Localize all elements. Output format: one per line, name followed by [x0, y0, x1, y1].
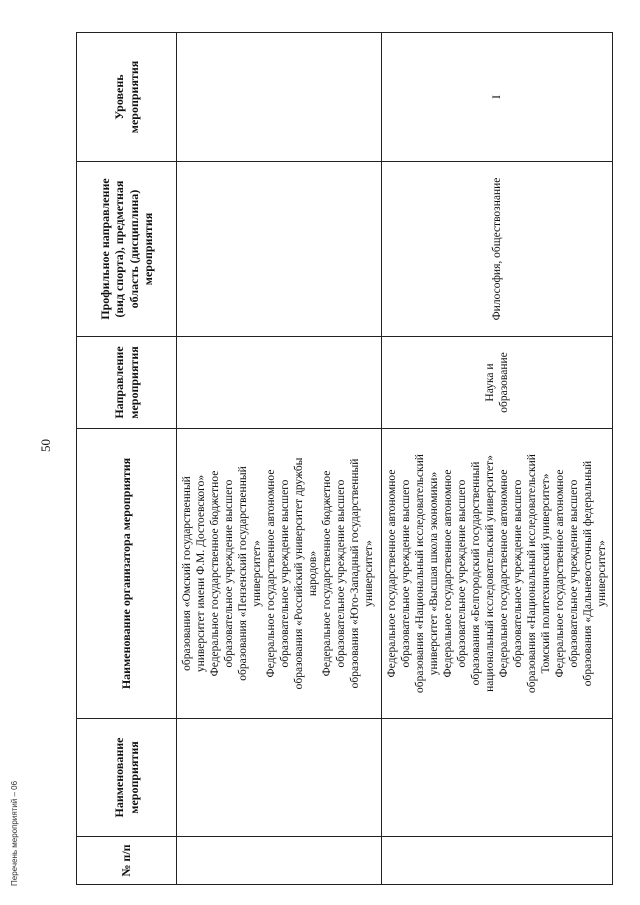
organizer-line: Томский политехнический университет» — [540, 473, 553, 674]
table-row — [177, 33, 382, 885]
organizer-line: образования «Белгородский государственный — [470, 461, 483, 686]
organizer-line: Федеральное государственное бюджетное — [209, 470, 222, 677]
cell-organizer — [177, 429, 382, 719]
organizer-line: Федеральное государственное автономное — [554, 469, 567, 678]
organizer-line: образовательное учреждение высшего — [512, 479, 525, 668]
cell-direction — [177, 337, 382, 429]
organizer-line: университет имени Ф.М. Достоевского» — [195, 474, 208, 673]
header-row — [77, 33, 177, 885]
footer-note: Перечень мероприятий – 06 — [10, 780, 19, 886]
header-num: № п/п — [77, 837, 177, 885]
header-profile: Профильное направление (вид спорта), предметная область (дисциплина) мероприятия — [77, 162, 177, 337]
organizer-line: образовательное учреждение высшего — [568, 479, 581, 668]
organizer-line: образования «Омский государственный — [181, 476, 193, 671]
organizer-line: образования «Пензенский государственный — [237, 466, 250, 681]
page-number: 50 — [38, 439, 53, 452]
organizer-line: образовательное учреждение высшего — [223, 479, 236, 668]
rotated-table-stage — [76, 33, 609, 885]
organizer-line: образования «Национальный исследовательский — [414, 454, 427, 693]
organizer-line: образовательное учреждение высшего — [400, 479, 413, 668]
cell-name — [382, 719, 613, 837]
cell-name — [177, 719, 382, 837]
organizer-line: Федеральное государственное автономное — [265, 469, 278, 678]
header-name: Наименование мероприятия — [77, 719, 177, 837]
cell-direction: Наука и образование — [382, 337, 613, 429]
table-row — [382, 33, 613, 885]
organizer-line: образовательное учреждение высшего — [456, 479, 469, 668]
organizer-line: образования «Российский университет дружбы — [293, 457, 306, 690]
organizer-line: образовательное учреждение высшего — [335, 479, 348, 668]
organizer-line: университет» — [363, 540, 376, 607]
organizer-line: университет «Высшая школа экономики» — [428, 471, 441, 676]
cell-profile — [177, 162, 382, 337]
organizer-line: образовательное учреждение высшего — [279, 479, 292, 668]
organizer-line: Федеральное государственное автономное — [498, 469, 511, 678]
cell-organizer — [382, 429, 613, 719]
organizer-line: образования «Юго-Западный государственный — [349, 458, 362, 689]
organizer-line: университет» — [251, 540, 264, 607]
cell-level: I — [382, 33, 613, 162]
events-table — [76, 32, 613, 885]
organizer-line: образования «Национальный исследовательский — [526, 454, 539, 693]
cell-profile: Философия, обществознание — [382, 162, 613, 337]
organizer-line: национальный исследовательский университет» — [484, 455, 497, 692]
header-organizer: Наименование организатора мероприятия — [77, 429, 177, 719]
organizer-line: университет» — [596, 540, 609, 607]
cell-num — [382, 837, 613, 885]
organizer-line: образования «Дальневосточный федеральный — [582, 460, 595, 687]
header-level: Уровень мероприятия — [77, 33, 177, 162]
organizer-line: Федеральное государственное бюджетное — [321, 470, 334, 677]
cell-num — [177, 837, 382, 885]
organizer-line: Федеральное государственное автономное — [386, 469, 398, 678]
organizer-line: народов» — [307, 550, 320, 597]
header-direction: Направление мероприятия — [77, 337, 177, 429]
cell-level — [177, 33, 382, 162]
organizer-line: Федеральное государственное автономное — [442, 469, 455, 678]
